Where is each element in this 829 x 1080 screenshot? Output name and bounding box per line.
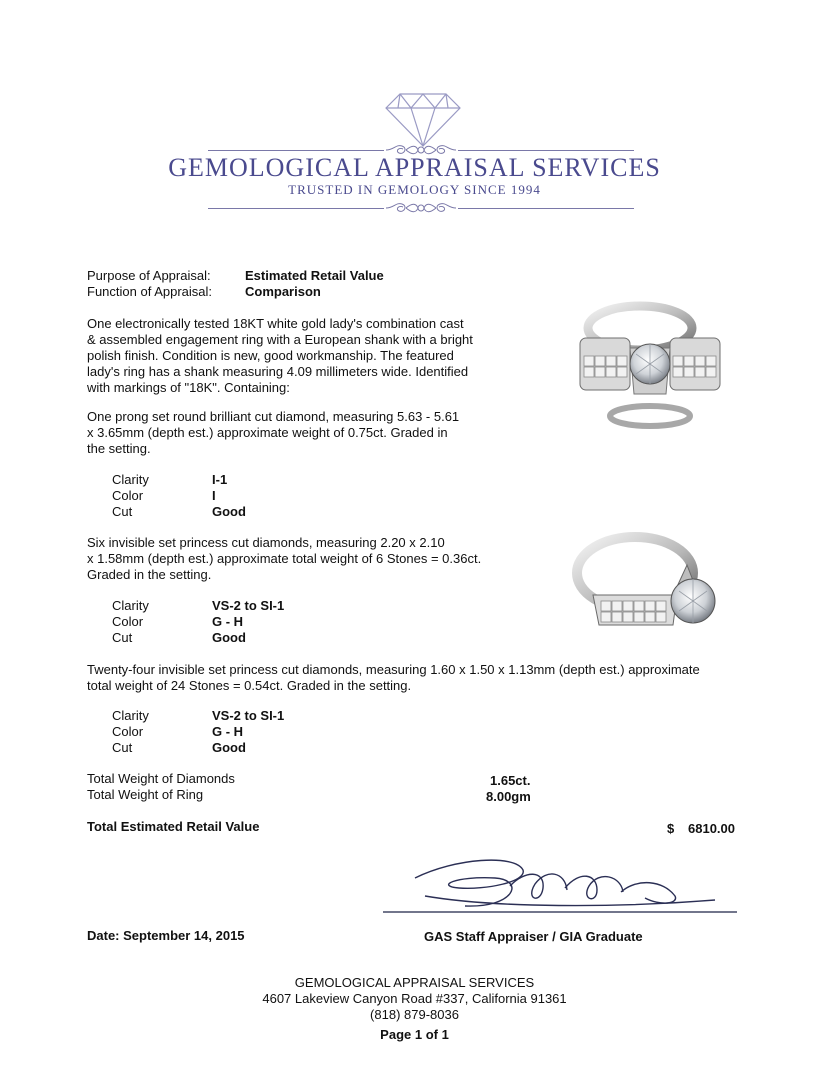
cut-value: Good bbox=[212, 740, 246, 755]
function-value: Comparison bbox=[245, 284, 321, 299]
color-label: Color bbox=[112, 724, 144, 739]
stone-line: the setting. bbox=[87, 441, 151, 456]
appraisal-date: Date: September 14, 2015 bbox=[87, 928, 245, 943]
color-value: G - H bbox=[212, 614, 244, 629]
total-diamonds-label: Total Weight of Diamonds bbox=[87, 771, 235, 786]
purpose-label: Purpose of Appraisal: bbox=[87, 268, 211, 283]
total-retail-label: Total Estimated Retail Value bbox=[87, 819, 260, 834]
currency-symbol: $ bbox=[667, 821, 675, 836]
ring-photo-side bbox=[565, 525, 730, 645]
footer-phone: (818) 879-8036 bbox=[370, 1007, 459, 1022]
color-label: Color bbox=[112, 488, 144, 503]
stone-1-description bbox=[87, 409, 497, 457]
cut-value: Good bbox=[212, 504, 246, 519]
description-line: lady's ring has a shank measuring 4.09 millimeters wide. Identified bbox=[87, 364, 469, 379]
stone-line: Graded in the setting. bbox=[87, 567, 212, 582]
color-value: G - H bbox=[212, 724, 244, 739]
color-value: I bbox=[212, 488, 216, 503]
clarity-value: VS-2 to SI-1 bbox=[212, 708, 285, 723]
cut-label: Cut bbox=[112, 740, 133, 755]
header-rule-top-right bbox=[458, 150, 634, 151]
stone-line: Six invisible set princess cut diamonds, measuring 2.20 x 2.10 bbox=[87, 535, 445, 550]
company-tagline: TRUSTED IN GEMOLOGY SINCE 1994 bbox=[288, 182, 541, 197]
color-label: Color bbox=[112, 614, 144, 629]
stone-3-description bbox=[87, 662, 747, 694]
header-rule-bottom-right bbox=[458, 208, 634, 209]
description-line: polish finish. Condition is new, good workmanship. The featured bbox=[87, 348, 454, 363]
total-diamonds-value: 1.65ct. bbox=[490, 773, 531, 788]
purpose-value: Estimated Retail Value bbox=[245, 268, 384, 283]
stone-line: x 3.65mm (depth est.) approximate weight of 0.75ct. Graded in bbox=[87, 425, 448, 440]
stone-line: total weight of 24 Stones = 0.54ct. Graded in the setting. bbox=[87, 678, 412, 693]
footer-address: 4607 Lakeview Canyon Road #337, California 91361 bbox=[262, 991, 567, 1006]
stone-2-description bbox=[87, 535, 517, 583]
stone-line: x 1.58mm (depth est.) approximate total weight of 6 Stones = 0.36ct. bbox=[87, 551, 482, 566]
cut-value: Good bbox=[212, 630, 246, 645]
company-name-heading: GEMOLOGICAL APPRAISAL SERVICES bbox=[168, 153, 661, 182]
header-rule-top-left bbox=[208, 150, 384, 151]
cut-label: Cut bbox=[112, 630, 133, 645]
description-line: & assembled engagement ring with a European shank with a bright bbox=[87, 332, 473, 347]
cut-label: Cut bbox=[112, 504, 133, 519]
total-ring-label: Total Weight of Ring bbox=[87, 787, 204, 802]
clarity-label: Clarity bbox=[112, 598, 149, 613]
ring-photo-front bbox=[570, 298, 730, 436]
appraiser-title: GAS Staff Appraiser / GIA Graduate bbox=[424, 929, 643, 944]
diamond-outline-icon bbox=[384, 90, 462, 148]
flourish-ornament-icon bbox=[384, 200, 458, 216]
description-line: One electronically tested 18KT white gold lady's combination cast bbox=[87, 316, 464, 331]
footer-company: GEMOLOGICAL APPRAISAL SERVICES bbox=[294, 975, 535, 990]
clarity-label: Clarity bbox=[112, 472, 149, 487]
stone-line: Twenty-four invisible set princess cut diamonds, measuring 1.60 x 1.50 x 1.13mm (depth est.) approximate bbox=[87, 662, 700, 677]
ring-description bbox=[87, 316, 497, 396]
clarity-value: VS-2 to SI-1 bbox=[212, 598, 285, 613]
page-number: Page 1 of 1 bbox=[380, 1027, 449, 1042]
total-ring-value: 8.00gm bbox=[486, 789, 531, 804]
clarity-value: I-1 bbox=[212, 472, 228, 487]
description-line: with markings of "18K". Containing: bbox=[87, 380, 290, 395]
appraiser-signature bbox=[375, 848, 745, 924]
header-rule-bottom-left bbox=[208, 208, 384, 209]
total-retail-value: 6810.00 bbox=[688, 821, 735, 836]
clarity-label: Clarity bbox=[112, 708, 149, 723]
stone-line: One prong set round brilliant cut diamond, measuring 5.63 - 5.61 bbox=[87, 409, 460, 424]
function-label: Function of Appraisal: bbox=[87, 284, 213, 299]
